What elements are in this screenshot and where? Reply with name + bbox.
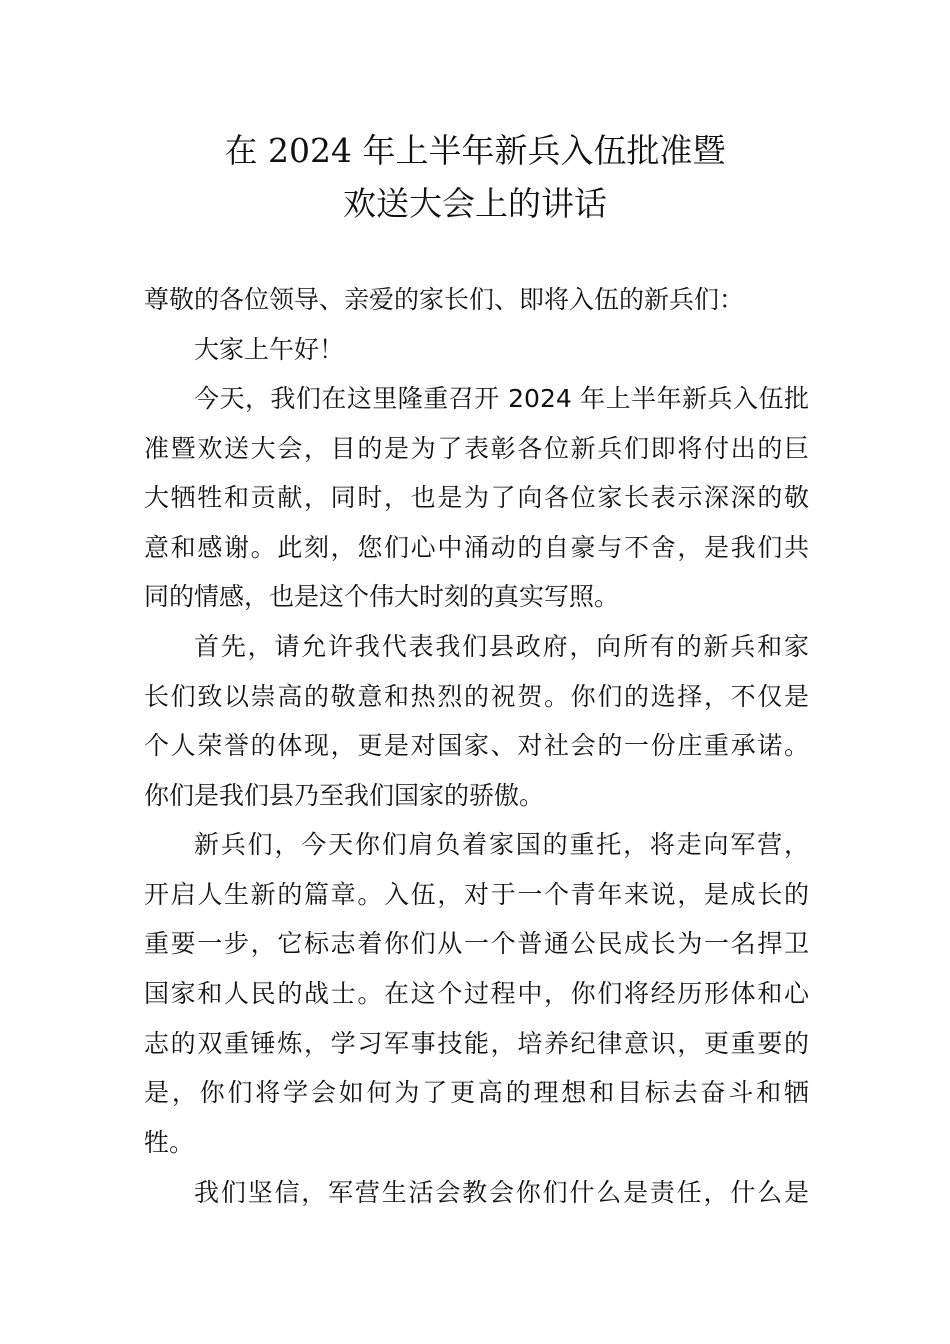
paragraph-1-line-1: 今天，我们在这里隆重召开 2024 年上半年新兵入伍批: [194, 384, 809, 413]
paragraph-1-line-3: 大牺牲和贡献，同时，也是为了向各位家长表示深深的敬: [144, 483, 809, 512]
greeting: 大家上午好！: [194, 335, 345, 364]
paragraph-2-line-3: 个人荣誉的体现，更是对国家、对社会的一份庄重承诺。: [144, 731, 809, 760]
paragraph-1-line-5: 同的情感，也是这个伟大时刻的真实写照。: [144, 582, 620, 611]
paragraph-1-line-2: 准暨欢送大会，目的是为了表彰各位新兵们即将付出的巨: [144, 434, 809, 463]
paragraph-2-line-4: 你们是我们县乃至我们国家的骄傲。: [144, 781, 545, 810]
document-title-line-2: 欢送大会上的讲话: [343, 184, 607, 223]
paragraph-3-line-1: 新兵们，今天你们肩负着家国的重托，将走向军营，: [194, 830, 809, 859]
paragraph-3-line-5: 志的双重锤炼，学习军事技能，培养纪律意识，更重要的: [144, 1029, 809, 1058]
paragraph-2-line-1: 首先，请允许我代表我们县政府，向所有的新兵和家: [194, 632, 809, 661]
paragraph-3-line-7: 牲。: [144, 1128, 195, 1157]
paragraph-3-line-2: 开启人生新的篇章。入伍，对于一个青年来说，是成长的: [144, 880, 809, 909]
paragraph-1-line-4: 意和感谢。此刻，您们心中涌动的自豪与不舍，是我们共: [144, 533, 809, 562]
paragraph-3-line-4: 国家和人民的战士。在这个过程中，你们将经历形体和心: [144, 979, 809, 1008]
paragraph-3-line-3: 重要一步，它标志着你们从一个普通公民成长为一名捍卫: [144, 929, 809, 958]
paragraph-3-line-6: 是，你们将学会如何为了更高的理想和目标去奋斗和牺: [144, 1078, 809, 1107]
paragraph-4-line-1: 我们坚信，军营生活会教会你们什么是责任，什么是: [194, 1178, 809, 1207]
salutation: 尊敬的各位领导、亲爱的家长们、即将入伍的新兵们：: [144, 285, 745, 314]
document-title-line-1: 在 2024 年上半年新兵入伍批准暨: [224, 131, 726, 170]
paragraph-2-line-2: 长们致以崇高的敬意和热烈的祝贺。你们的选择，不仅是: [144, 682, 809, 711]
